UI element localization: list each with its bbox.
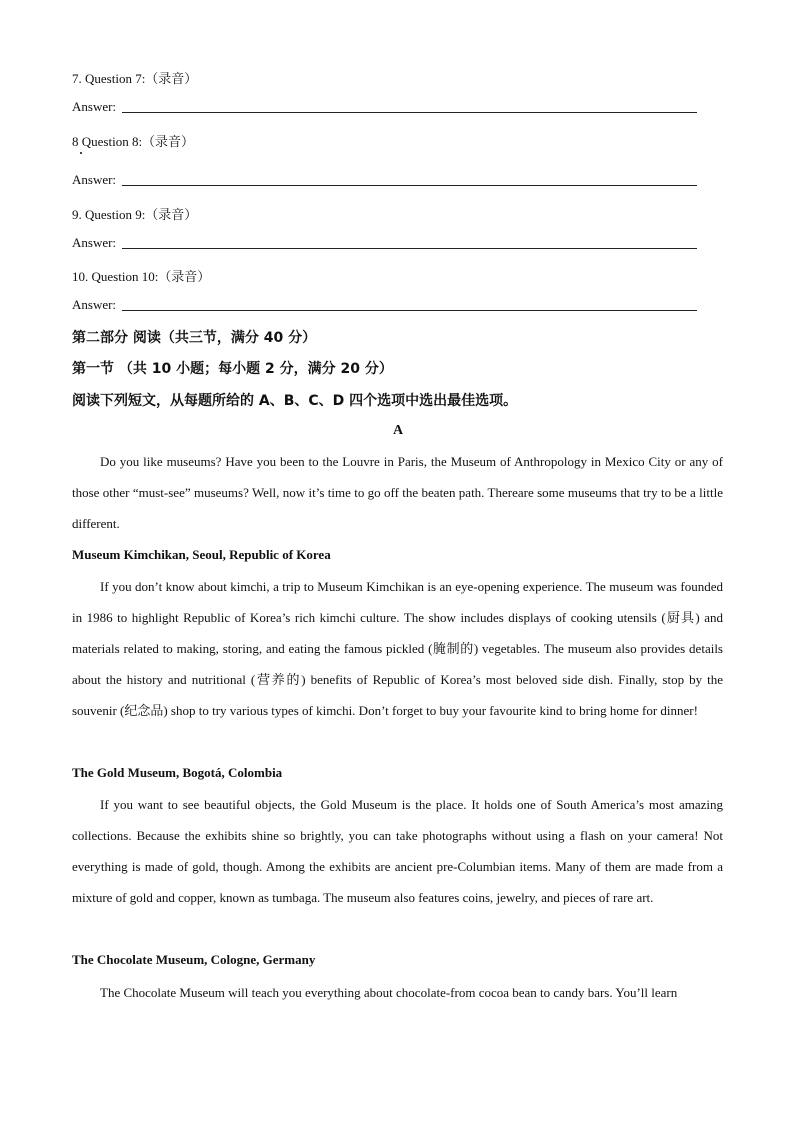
answer-7-field[interactable]	[72, 99, 697, 115]
section-heading-chocolate: The Chocolate Museum, Cologne, Germany	[72, 952, 316, 967]
answer-10-label: Answer:	[72, 297, 117, 312]
section-2-instruction: 阅读下列短文，从每题所给的 A、B、C、D 四个选项中选出最佳选项。	[72, 393, 518, 409]
answer-7-line	[122, 112, 697, 113]
section-heading-gold: The Gold Museum, Bogotá, Colombia	[72, 765, 283, 780]
stray-dot	[80, 152, 82, 154]
section-heading-kimchikan: Museum Kimchikan, Seoul, Republic of Korea	[72, 547, 331, 562]
section-text-chocolate	[72, 977, 723, 1008]
passage-intro	[72, 446, 723, 539]
answer-8-line	[122, 185, 697, 186]
question-10-label: 10. Question 10:（录音）	[72, 269, 211, 284]
section-2-title: 第二部分 阅读（共三节，满分 40 分）	[72, 330, 317, 346]
section-text-gold	[72, 789, 723, 913]
answer-8-field[interactable]	[72, 172, 697, 188]
answer-10-line	[122, 310, 697, 311]
chocolate-text: The Chocolate Museum will teach you everything about chocolate-from cocoa bean to candy bars. You’ll learn	[100, 985, 678, 1000]
kimchikan-text: If you don’t know about kimchi, a trip to Museum Kimchikan is an eye-opening experience. The museum was founded in 1986 to highlight Republic of Korea’s rich kimchi culture. The show includes displays of cooking utensils (厨具) and materials related to making, storing, and eating the famous pickled (腌制的) vegetables. The museum also provides details about the history and nutritional (营养的) benefits of Republic of Korea’s most beloved side dish. Finally, stop by the souvenir (纪念品) shop to try various types of kimchi. Don’t forget to buy your favourite kind to bring home for dinner!	[72, 579, 723, 718]
section-text-kimchikan	[72, 571, 723, 726]
question-7-label: 7. Question 7:（录音）	[72, 71, 198, 86]
question-9-label: 9. Question 9:（录音）	[72, 207, 198, 222]
answer-9-label: Answer:	[72, 235, 117, 250]
answer-8-label: Answer:	[72, 172, 117, 187]
answer-7-label: Answer:	[72, 99, 117, 114]
answer-10-field[interactable]	[72, 297, 697, 313]
question-8-label: 8 Question 8:（录音）	[72, 134, 195, 149]
passage-label: A	[392, 423, 404, 438]
passage-intro-text: Do you like museums? Have you been to the Louvre in Paris, the Museum of Anthropology in Mexico City or any of those other “must-see” museums? Well, now it’s time to go off the beaten path. Thereare some museums that try to be a little different.	[72, 454, 723, 531]
section-2-part-1: 第一节 （共 10 小题；每小题 2 分，满分 20 分）	[72, 361, 393, 377]
answer-9-field[interactable]	[72, 235, 697, 251]
gold-text: If you want to see beautiful objects, the Gold Museum is the place. It holds one of South America’s most amazing collections. Because the exhibits shine so brightly, you can take photographs without using a flash on your camera! Not everything is made of gold, though. Among the exhibits are ancient pre-Columbian items. Many of them are made from a mixture of gold and copper, known as tumbaga. The museum also features coins, jewelry, and pieces of rare art.	[72, 797, 723, 905]
answer-9-line	[122, 248, 697, 249]
